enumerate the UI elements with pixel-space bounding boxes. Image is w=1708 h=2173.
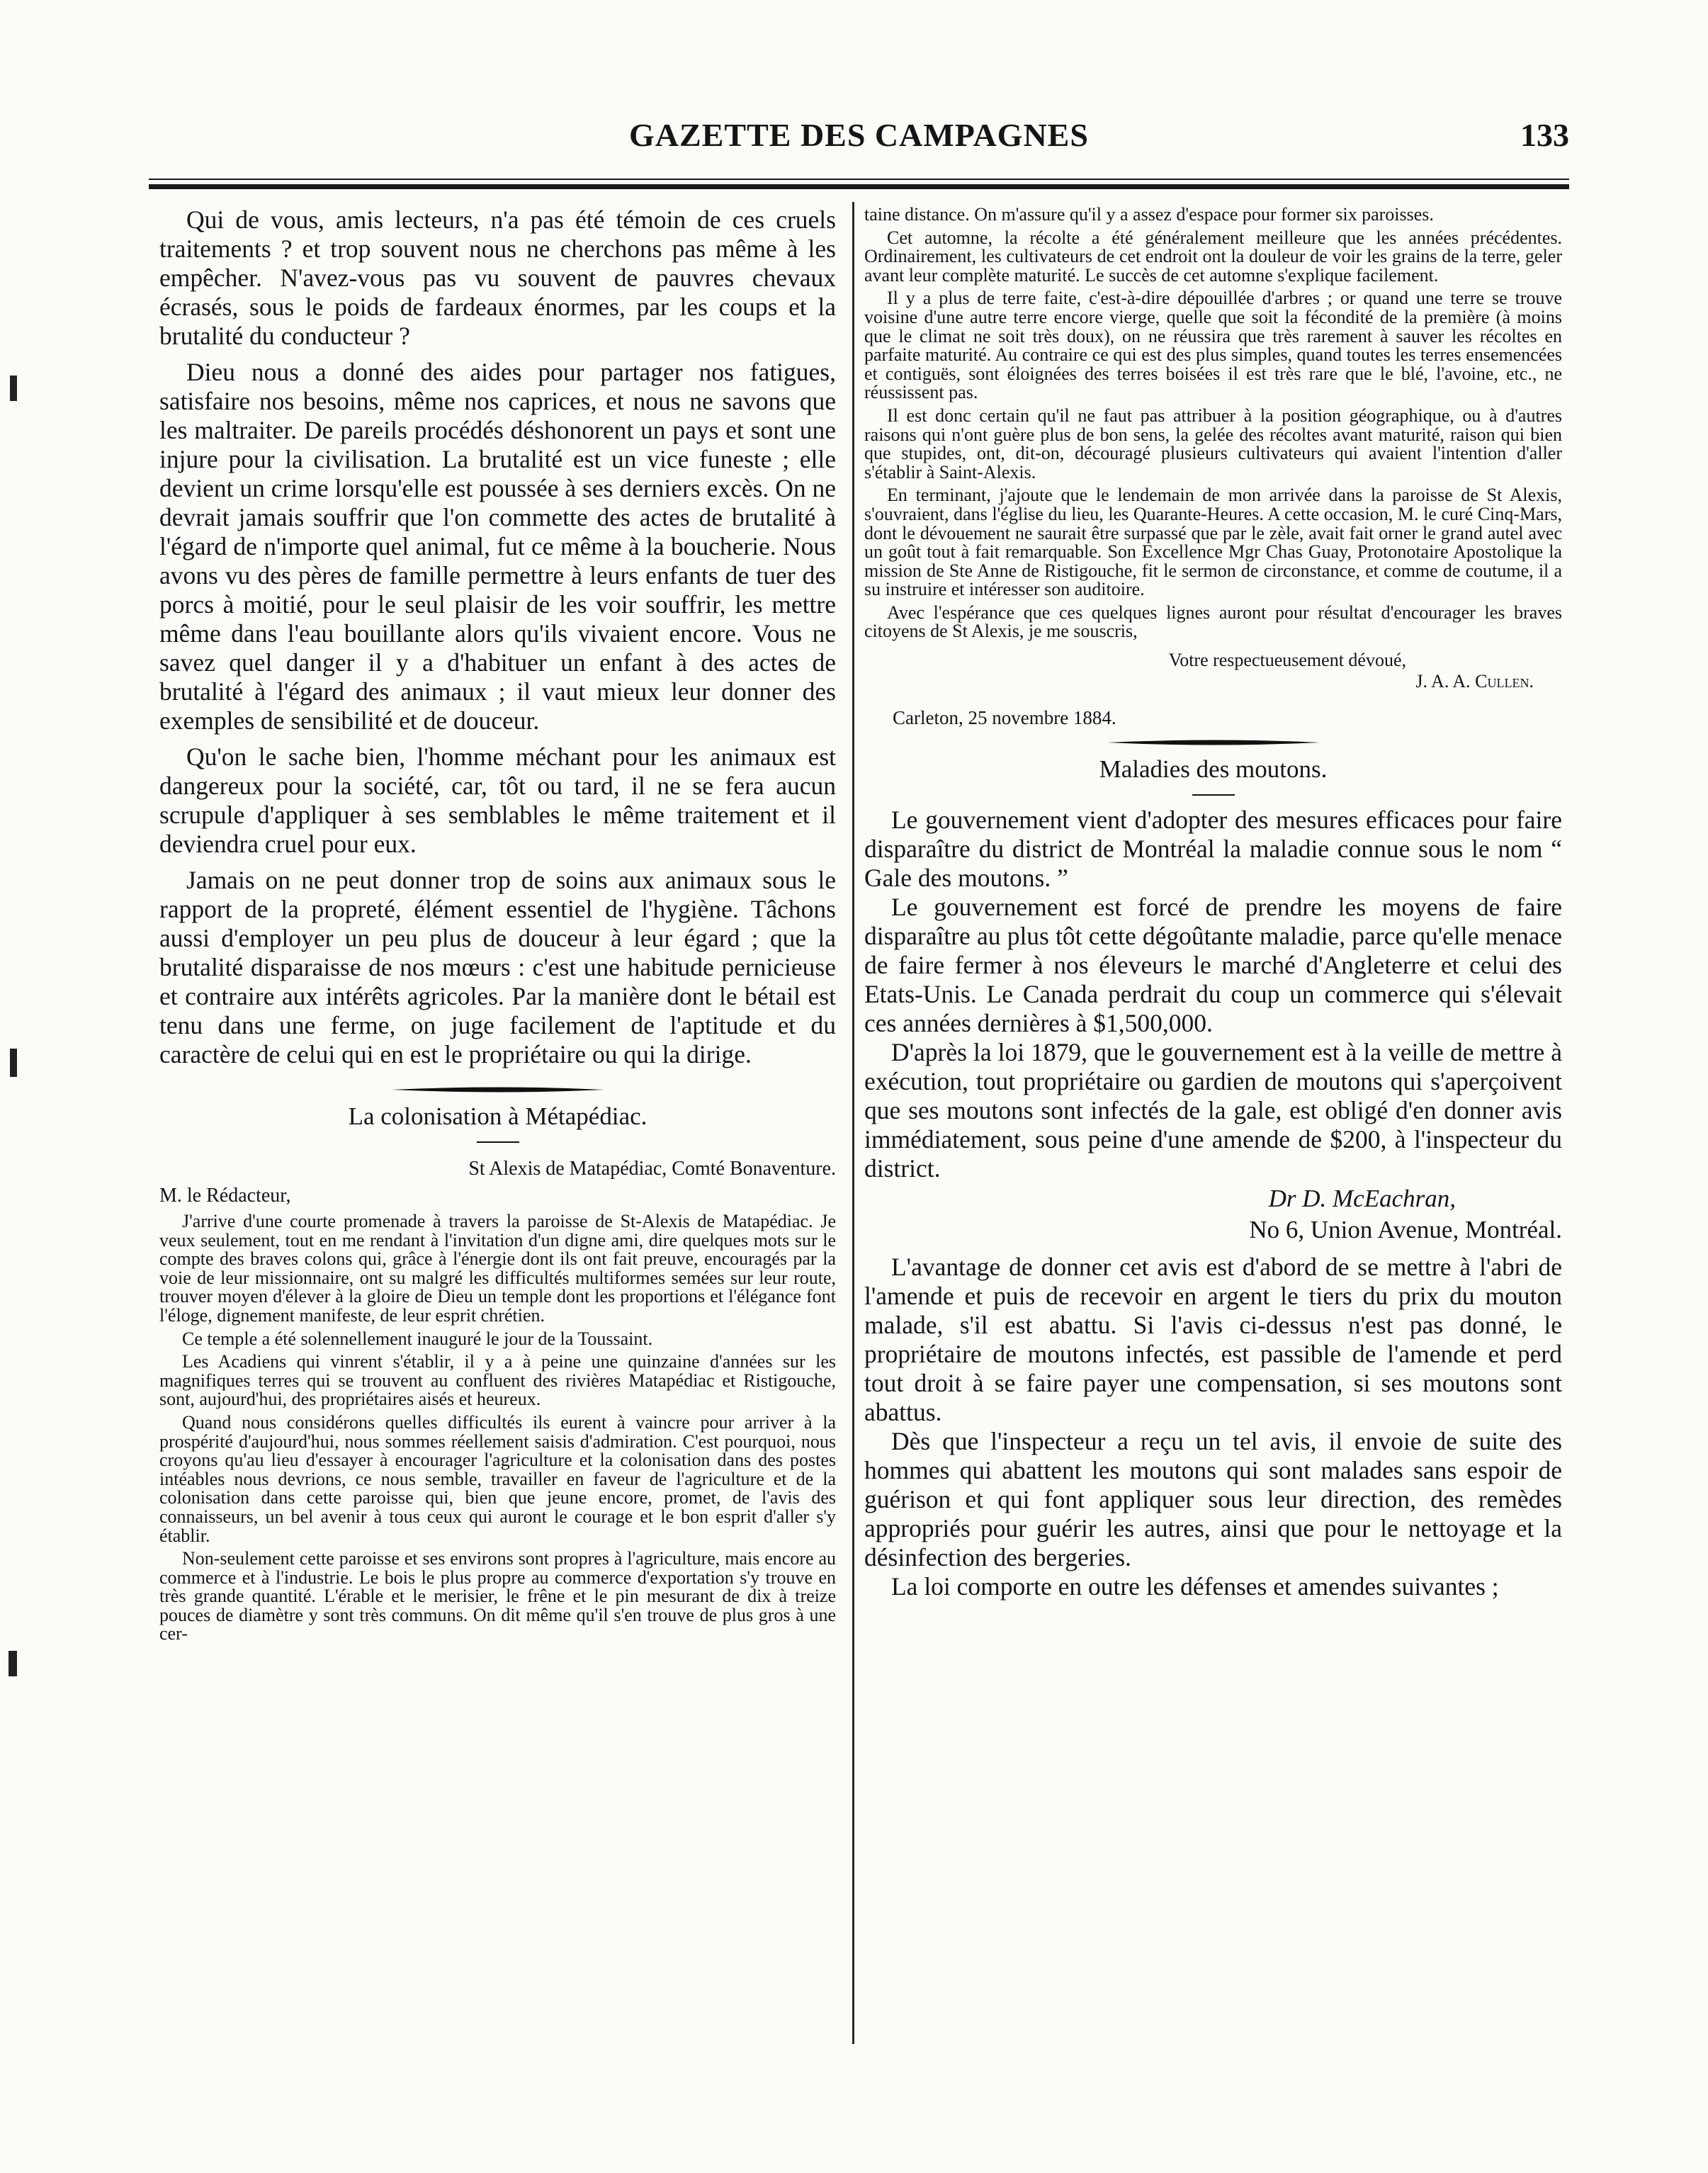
heading-rule [477,1140,519,1144]
column-divider [852,202,854,2044]
header-rule-thin [149,179,1569,180]
letter-paragraph: Il y a plus de terre faite, c'est-à-dire dépouillée d'arbres ; or quand une terre se trouve voisine d'une autre terre encore vierge, quelle que soit la fécondité de la première (à moins que le climat ne soit très doux), on ne réussira que très rarement à sauver les récoltes en parfaite maturité. Au contraire ce qui est des plus simples, quand toutes les terres ensemencées et contiguës, sont éloignées des terres boisées il est très rare que le blé, l'avoine, etc., ne réussissent pas. [864,288,1562,403]
heading-rule [1192,793,1235,797]
letter-closing: Votre respectueusement dévoué, [1168,650,1406,671]
right-column [864,205,1562,1601]
letter-signer: J. A. A. Cullen. [1415,671,1534,692]
official-address: No 6, Union Avenue, Montréal. [1249,1216,1562,1244]
intro-paragraph: Qui de vous, amis lecteurs, n'a pas été témoin de ces cruels traitements ? et trop souvent nous ne cherchons pas même à les empêcher. N'avez-vous pas vu souvent de pauvres chevaux écrasés, sous le poids de fardeaux énormes, par les coups et la brutalité du conducteur ? [159,205,836,350]
closing-paragraph: L'avantage de donner cet avis est d'abord de se mettre à l'abri de l'amende et puis de recevoir en argent le tiers du prix du mouton malade, s'il est abattu. Si l'avis ci-dessus n'est pas donné, le propriétaire de moutons infectés, est passible de l'amende et perd tout droit à se faire payer une compensation, si ses moutons sont abattus. [864,1253,1562,1427]
section-ornament [1107,738,1320,747]
letter-paragraph: Non-seulement cette paroisse et ses environs sont propres à l'agriculture, mais encore au commerce et à l'industrie. Le bois le plus propre au commerce d'exportation s'y trouve en très grande quantité. L'érable et le merisier, le frêne et le pin mesurant de dix à treize pouces de diamètre y sont très communs. On dit même qu'il s'en trouve de plus gros à une cer- [159,1548,836,1644]
article-heading-moutons: Maladies des moutons. [1099,755,1328,784]
page-header [149,106,1569,163]
letter-salutation: M. le Rédacteur, [159,1185,291,1207]
margin-mark [10,1049,17,1077]
margin-mark [9,1651,17,1676]
letter-dateline: Carleton, 25 novembre 1884. [893,707,1116,729]
letter-paragraph: Quand nous considérons quelles difficultés ils eurent à vaincre pour arriver à la prospérité d'aujourd'hui, nous sommes réellement saisis d'admiration. C'est pourquoi, nous croyons qu'au lieu d'essayer à encourager l'agriculture et la colonisation dans des postes intéables nous devrions, ce nous semble, travailler en faveur de l'agriculture et de la colonisation dans cette paroisse qui, bien que jeune encore, promet, de l'avis des connaisseurs, un bel avenir à tous ceux qui auront le courage et le bon esprit d'aller s'y établir. [159,1411,836,1546]
closing-paragraph: La loi comporte en outre les défenses et amendes suivantes ; [891,1572,1499,1601]
letter-paragraph: Il est donc certain qu'il ne faut pas attribuer à la position géographique, ou à d'autres raisons qui n'ont guère plus de bon sens, la gelée des récoltes avant maturité, raison qui bien que stupides, ont, dit-on, découragé plusieurs cultivateurs qui avaient l'intention d'aller s'établir à Saint-Alexis. [864,405,1562,482]
letter-place-line: St Alexis de Matapédiac, Comté Bonaventure. [468,1158,836,1180]
newspaper-title: GAZETTE DES CAMPAGNES [629,117,1089,153]
article-paragraph: Le gouvernement vient d'adopter des mesures efficaces pour faire disparaître du district de Montréal la maladie connue sous le nom “ Gale des moutons. ” [864,806,1562,893]
official-name: Dr D. McEachran, [1268,1185,1456,1213]
article-heading-colonisation: La colonisation à Métapédiac. [348,1102,647,1130]
letter-paragraph: taine distance. On m'assure qu'il y a assez d'espace pour former six paroisses. [864,204,1434,225]
article-paragraph: Le gouvernement est forcé de prendre les moyens de faire disparaître au plus tôt cette dégoûtante maladie, parce qu'elle menace de faire fermer à nos éleveurs le marché d'Angleterre et celui des Etats-Unis. Le Canada perdrait du coup un commerce qui s'élevait ces années dernières à $1,500,000. [864,893,1562,1038]
intro-paragraph: Jamais on ne peut donner trop de soins aux animaux sous le rapport de la propreté, élément essentiel de l'hygiène. Tâchons aussi d'employer un peu plus de douceur à leur égard ; que la brutalité disparaisse de nos mœurs : c'est une habitude pernicieuse et contraire aux intérêts agricoles. Par la manière dont le bétail est tenu dans une ferme, on juge facilement de l'aptitude et du caractère de celui qui en est le propriétaire ou qui la dirige. [159,866,836,1068]
closing-paragraph: Dès que l'inspecteur a reçu un tel avis, il envoie de suite des hommes qui abattent les moutons qui sont malades sans espoir de guérison et qui font appliquer sous leur direction, des remèdes appropriés pour guérir les autres, ainsi que pour le nettoyage et la désinfection des bergeries. [864,1427,1562,1572]
section-ornament [392,1085,604,1095]
margin-mark [10,376,17,401]
letter-paragraph: Les Acadiens qui vinrent s'établir, il y a à peine une quinzaine d'années sur les magnifiques terres qui se trouvent au confluent des rivières Matapédiac et Ristigouche, sont, aujourd'hui, des propriétaires aisés et heureux. [159,1351,836,1410]
article-paragraph: D'après la loi 1879, que le gouvernement est à la veille de mettre à exécution, tout propriétaire ou gardien de moutons qui s'aperçoivent que ses moutons sont infectés de la gale, est obligé d'en donner avis immédiatement, sous peine d'une amende de $200, à l'inspecteur du district. [864,1038,1562,1183]
left-column [159,205,836,1644]
letter-paragraph: J'arrive d'une courte promenade à travers la paroisse de St-Alexis de Matapédiac. Je veux seulement, tout en me rendant à l'invitation d'un digne ami, dire quelques mots sur le compte des braves colons qui, grâce à l'énergie dont ils ont fait preuve, encouragés par la voie de leur missionnaire, ont su malgré les difficultés multiformes semées sur leur route, trouver moyen d'élever à la gloire de Dieu un temple dont les proportions et l'élégance font l'éloge, dignement manifeste, de leur esprit chrétien. [159,1211,836,1326]
letter-paragraph: En terminant, j'ajoute que le lendemain de mon arrivée dans la paroisse de St Alexis, s'ouvraient, dans l'église du lieu, les Quarante-Heures. A cette occasion, M. le curé Cinq-Mars, dont le dévouement ne saurait être surpassé que par le zèle, avait fait orner le grand autel avec un goût tout à fait remarquable. Son Excellence Mgr Chas Guay, Protonotaire Apostolique la mission de Ste Anne de Ristigouche, fit le sermon de circonstance, et comme de coutume, il a su instruire et intéresser son auditoire. [864,485,1562,600]
intro-paragraph: Dieu nous a donné des aides pour partager nos fatigues, satisfaire nos besoins, même nos caprices, et nous ne savons que les maltraiter. De pareils procédés déshonorent un pays et sont une injure pour la civilisation. La brutalité est un vice funeste ; elle devient un crime lorsqu'elle est poussée à ses derniers excès. On ne devrait jamais souffrir que l'on commette des actes de brutalité à l'égard de n'importe quel animal, fut ce même à la boucherie. Nous avons vu des pères de famille permettre à leurs enfants de tuer des porcs à moitié, pour le seul plaisir de les voir souffrir, les mettre même dans l'eau bouillante alors qu'ils vivaient encore. Vous ne savez quel danger il y a d'habituer un enfant à des actes de brutalité à l'égard des animaux ; il vaut mieux leur donner des exemples de sensibilité et de douceur. [159,358,836,735]
page-number: 133 [1520,117,1569,153]
letter-paragraph: Avec l'espérance que ces quelques lignes auront pour résultat d'encourager les braves citoyens de St Alexis, je me souscris, [864,602,1562,642]
letter-paragraph: Ce temple a été solennellement inauguré le jour de la Toussaint. [182,1328,653,1349]
intro-paragraph: Qu'on le sache bien, l'homme méchant pour les animaux est dangereux pour la société, car, tôt ou tard, il ne se fera aucun scrupule d'appliquer à ses semblables le même traitement et il deviendra cruel pour eux. [159,743,836,858]
letter-paragraph: Cet automne, la récolte a été généralement meilleure que les années précédentes. Ordinairement, les cultivateurs de cet endroit ont la douleur de voir les grains de la terre, geler avant leur complète maturité. Le succès de cet automne s'explique facilement. [864,227,1562,286]
header-rule-thick [149,184,1569,189]
